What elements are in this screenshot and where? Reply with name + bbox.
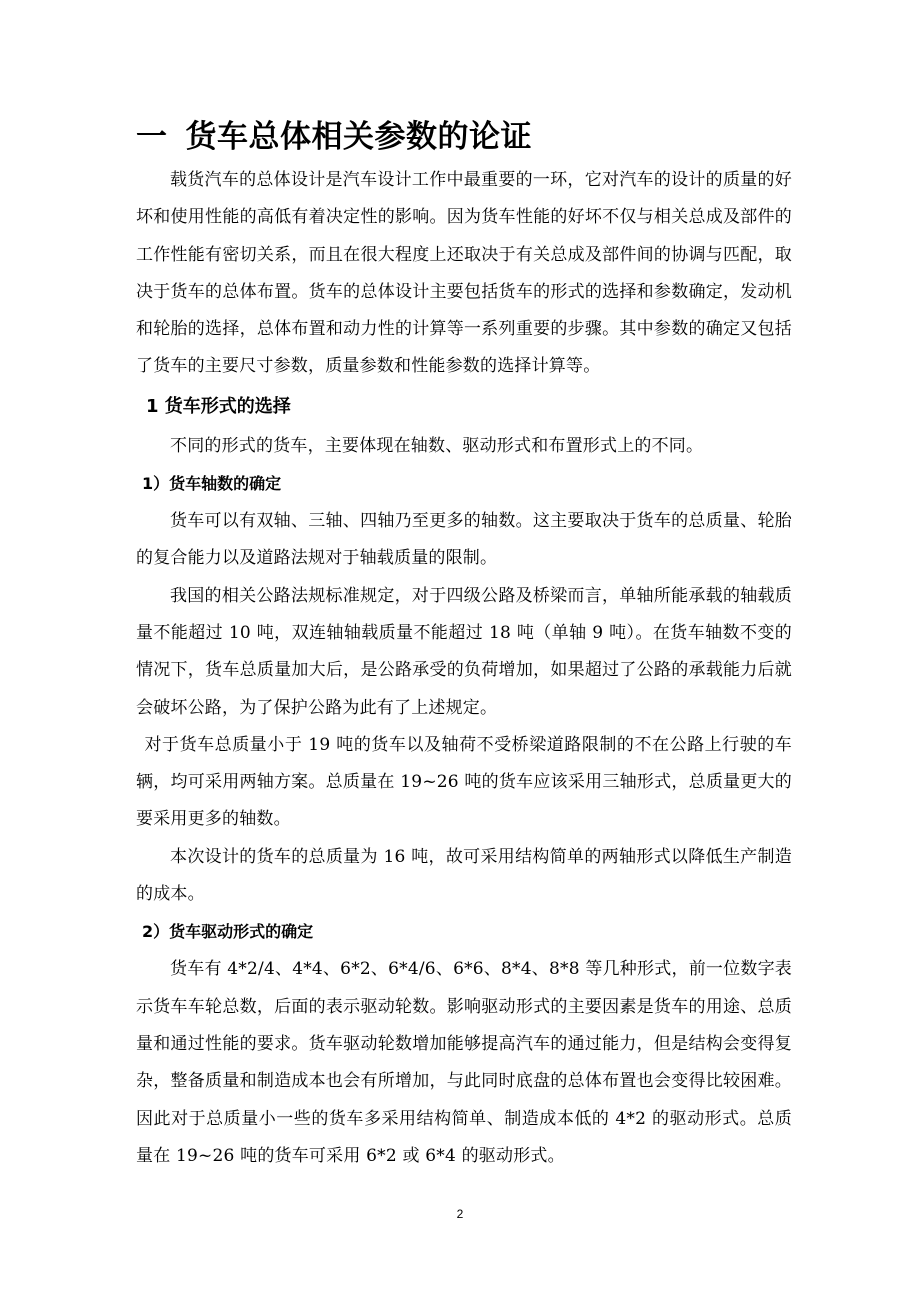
section-heading-form-selection: 1 货车形式的选择 [146,395,291,417]
intro-paragraph: 载货汽车的总体设计是汽车设计工作中最重要的一环，它对汽车的设计的质量的好坏和使用性能的高低有着决定性的影响。因为货车性能的好坏不仅与相关总成及部件的工作性能有密切关系，而且在很大程度上还取决于有关总成及部件间的协调与匹配，取决于货车的总体布置。货车的总体设计主要包括货车的形式的选择和参数确定，发动机和轮胎的选择，总体布置和动力性的计算等一系列重要的步骤。其中参数的确定又包括了货车的主要尺寸参数，质量参数和性能参数的选择计算等。 [136,170,792,377]
subsection-heading-drive-form: 2）货车驱动形式的确定 [142,922,314,942]
axle-paragraph-2: 我国的相关公路法规标准规定，对于四级公路及桥梁而言，单轴所能承载的轴载质量不能超过 10 吨，双连轴轴载质量不能超过 18 吨（单轴 9 吨）。在货车轴数不变的情况下，货车总质量加大后，是公路承受的负荷增加，如果超过了公路的承载能力后就会破坏公路，为了保护公路为此有了上述规定。 [136,585,792,718]
title-number: 一 [136,119,168,155]
document-body [136,112,792,1175]
axle-paragraph-3: 对于货车总质量小于 19 吨的货车以及轴荷不受桥梁道路限制的不在公路上行驶的车辆，均可采用两轴方案。总质量在 19~26 吨的货车应该采用三轴形式，总质量更大的要采用更多的轴数。 [136,734,792,830]
page-number: 2 [456,1207,464,1221]
subsection-heading-axle-count: 1）货车轴数的确定 [142,474,282,494]
section-lead-paragraph: 不同的形式的货车，主要体现在轴数、驱动形式和布置形式上的不同。 [170,435,704,456]
drive-paragraph-1: 货车有 4*2/4、4*4、6*2、6*4/6、6*6、8*4、8*8 等几种形式，前一位数字表示货车车轮总数，后面的表示驱动轮数。影响驱动形式的主要因素是货车的用途、总质量和通过性能的要求。货车驱动轮数增加能够提高汽车的通过能力，但是结构会变得复杂，整备质量和制造成本也会有所增加，与此同时底盘的总体布置也会变得比较困难。因此对于总质量小一些的货车多采用结构简单、制造成本低的 4*2 的驱动形式。总质量在 19~26 吨的货车可采用 6*2 或 6*4 的驱动形式。 [136,959,792,1166]
axle-paragraph-1: 货车可以有双轴、三轴、四轴乃至更多的轴数。这主要取决于货车的总质量、轮胎的复合能力以及道路法规对于轴载质量的限制。 [136,511,792,569]
axle-paragraph-4: 本次设计的货车的总质量为 16 吨，故可采用结构简单的两轴形式以降低生产制造的成本。 [136,846,792,905]
page-title [136,112,792,162]
title-text: 货车总体相关参数的论证 [185,119,532,155]
